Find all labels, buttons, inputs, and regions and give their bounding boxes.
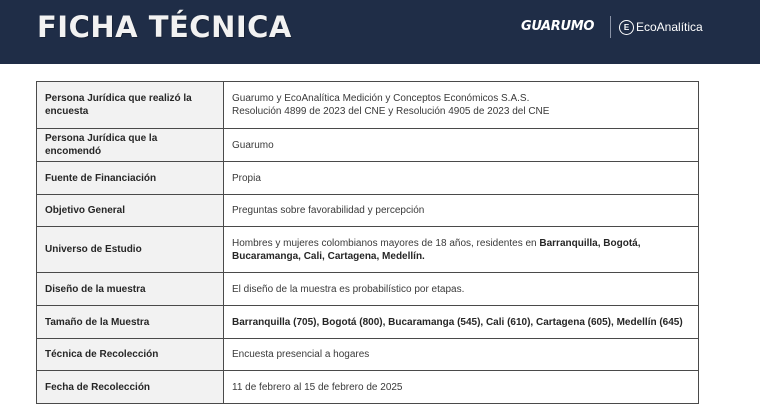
header-banner — [0, 0, 760, 64]
row-label: Técnica de Recolección — [37, 339, 224, 371]
table-row — [37, 371, 699, 404]
row-label: Tamaño de la Muestra — [37, 306, 224, 339]
row-value-sample-sizes: Barranquilla (705), Bogotá (800), Bucaramanga (545), Cali (610), Cartagena (605), Medellín (645) — [232, 316, 683, 328]
row-value: El diseño de la muestra es probabilístico por etapas. — [224, 273, 699, 306]
row-label: Diseño de la muestra — [37, 273, 224, 306]
row-label: Persona Jurídica que realizó la encuesta — [37, 82, 224, 129]
row-value-text: Hombres y mujeres colombianos mayores de 18 años, residentes en — [232, 237, 540, 249]
table-row — [37, 195, 699, 227]
table-row — [37, 162, 699, 195]
row-label: Fuente de Financiación — [37, 162, 224, 195]
page-title: FICHA TÉCNICA — [37, 10, 292, 44]
row-value — [224, 227, 699, 273]
row-value-line: Resolución 4899 de 2023 del CNE y Resolución 4905 de 2023 del CNE — [232, 106, 550, 117]
ecoanalitica-icon: E — [619, 20, 634, 35]
row-label: Fecha de Recolección — [37, 371, 224, 404]
row-value: Guarumo — [224, 129, 699, 162]
row-value — [224, 306, 699, 339]
row-value — [224, 82, 699, 129]
row-value: 11 de febrero al 15 de febrero de 2025 — [224, 371, 699, 404]
row-label: Persona Jurídica que la encomendó — [37, 129, 224, 162]
guarumo-logo: GUARUMO — [521, 19, 595, 34]
row-value: Encuesta presencial a hogares — [224, 339, 699, 371]
ecoanalitica-logo — [619, 18, 703, 36]
table-row — [37, 306, 699, 339]
logo-divider — [610, 16, 611, 38]
row-value-cities: Barranquilla, Bogotá, Bucaramanga, Cali, Cartagena, Medellín. — [232, 237, 641, 262]
row-value: Preguntas sobre favorabilidad y percepción — [224, 195, 699, 227]
technical-sheet-table — [36, 81, 699, 404]
table-row — [37, 227, 699, 273]
row-label: Objetivo General — [37, 195, 224, 227]
row-label: Universo de Estudio — [37, 227, 224, 273]
ecoanalitica-logo-text: EcoAnalítica — [636, 20, 703, 34]
table-row — [37, 339, 699, 371]
table-row — [37, 273, 699, 306]
row-value: Propia — [224, 162, 699, 195]
table-row — [37, 129, 699, 162]
row-value-line: Guarumo y EcoAnalítica Medición y Conceptos Económicos S.A.S. — [232, 93, 530, 104]
table-row — [37, 82, 699, 129]
